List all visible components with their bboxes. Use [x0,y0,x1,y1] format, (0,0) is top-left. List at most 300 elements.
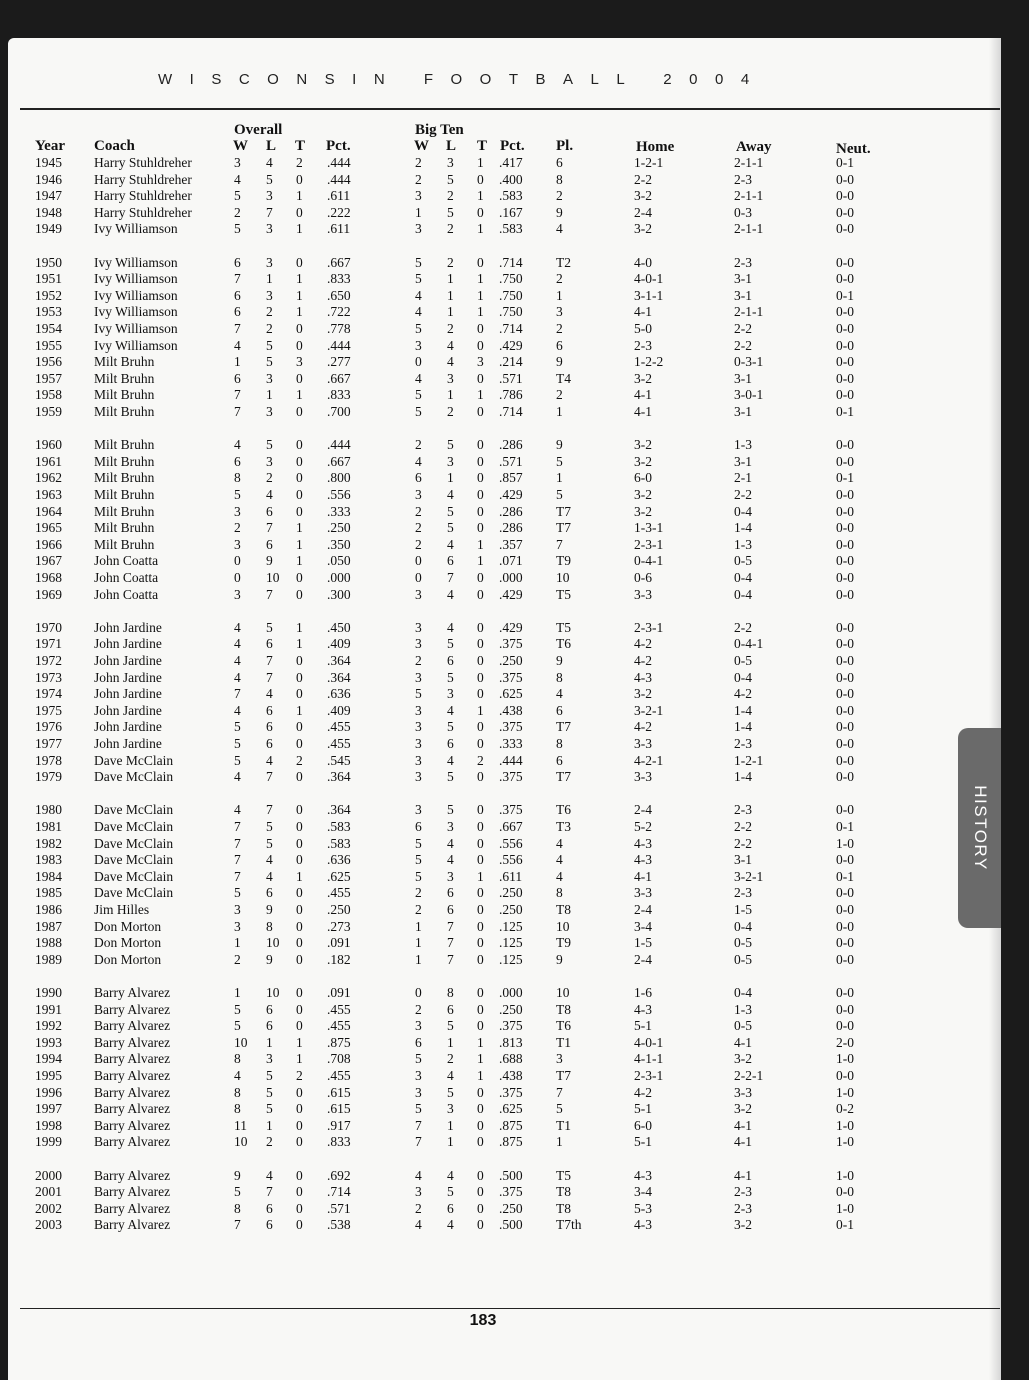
cell-overall-pct: .625 [327,868,351,884]
cell-overall-pct: .875 [327,1034,351,1050]
cell-bigten-l: 4 [447,536,454,552]
cell-bigten-pct: .571 [499,370,523,386]
cell-neutral: 0-0 [836,304,854,320]
cell-bigten-w: 7 [415,1134,422,1150]
col-header-overall-w: W [233,138,248,154]
cell-overall-w: 7 [234,868,241,884]
cell-bigten-l: 5 [447,1084,454,1100]
cell-bigten-l: 6 [447,902,454,917]
cell-bigten-t: 3 [477,354,484,370]
cell-bigten-w: 2 [415,1001,422,1017]
cell-place: 9 [556,653,563,668]
cell-overall-t: 0 [296,985,303,1000]
cell-overall-l: 3 [266,370,273,386]
cell-coach: John Jardine [94,719,162,735]
cell-overall-w: 2 [234,520,241,536]
cell-overall-t: 0 [296,254,303,270]
cell-home: 3-2 [634,686,652,702]
cell-bigten-l: 4 [447,852,454,868]
cell-coach: Barry Alvarez [94,1018,171,1034]
cell-overall-t: 0 [296,437,303,453]
cell-year: 1972 [35,653,62,668]
cell-place: 9 [556,951,563,967]
cell-home: 4-3 [634,1001,652,1017]
cell-coach: Milt Bruhn [94,370,155,386]
cell-bigten-l: 4 [447,586,454,602]
cell-neutral: 0-0 [836,736,854,751]
cell-year: 1989 [35,951,62,967]
cell-home: 2-4 [634,951,652,967]
cell-bigten-w: 3 [415,188,422,204]
cell-overall-t: 0 [296,337,303,353]
cell-away: 1-4 [734,769,752,785]
cell-overall-t: 1 [296,636,303,652]
cell-overall-l: 10 [266,985,280,1000]
cell-coach: Dave McClain [94,752,174,768]
cell-coach: Dave McClain [94,819,174,834]
cell-away: 2-3 [734,736,752,751]
cell-bigten-l: 3 [447,370,454,386]
cell-coach: Barry Alvarez [94,1200,171,1216]
cell-overall-l: 7 [266,653,273,668]
cell-bigten-l: 4 [447,1167,454,1183]
table-row [8,1101,1001,1117]
cell-bigten-l: 1 [447,470,454,486]
cell-overall-l: 5 [266,437,273,453]
cell-away: 0-5 [734,935,752,951]
cell-overall-w: 3 [234,536,241,552]
cell-overall-l: 5 [266,819,273,834]
cell-bigten-t: 0 [477,935,484,951]
cell-overall-w: 4 [234,437,241,453]
cell-overall-t: 0 [296,1167,303,1183]
cell-year: 1983 [35,852,62,868]
cell-neutral: 1-0 [836,1167,854,1183]
cell-overall-t: 0 [296,653,303,668]
cell-year: 1957 [35,370,62,386]
cell-neutral: 0-0 [836,802,854,818]
cell-year: 1996 [35,1084,62,1100]
cell-bigten-pct: .375 [499,769,523,785]
cell-overall-w: 6 [234,453,241,469]
table-row [8,1051,1001,1067]
cell-coach: Ivy Williamson [94,287,178,303]
cell-year: 1994 [35,1051,62,1067]
cell-neutral: 0-1 [836,819,854,834]
cell-home: 4-1-1 [634,1051,664,1067]
cell-coach: Barry Alvarez [94,1184,171,1200]
cell-overall-pct: .182 [327,951,351,967]
cell-home: 4-2-1 [634,752,664,768]
cell-coach: Dave McClain [94,868,174,884]
cell-overall-l: 6 [266,636,273,652]
cell-overall-pct: .455 [327,885,351,901]
cell-bigten-l: 6 [447,736,454,751]
cell-bigten-t: 0 [477,852,484,868]
cell-home: 5-3 [634,1200,652,1216]
cell-overall-w: 2 [234,204,241,220]
cell-bigten-l: 6 [447,885,454,901]
table-row [8,520,1001,536]
cell-overall-l: 9 [266,951,273,967]
cell-bigten-w: 5 [415,835,422,851]
cell-overall-l: 10 [266,570,280,585]
cell-home: 4-2 [634,636,652,652]
cell-neutral: 0-0 [836,188,854,204]
cell-bigten-pct: .556 [499,835,523,851]
cell-overall-pct: .615 [327,1101,351,1117]
cell-overall-w: 1 [234,354,241,370]
cell-overall-l: 7 [266,802,273,818]
cell-overall-w: 0 [234,553,241,569]
cell-bigten-w: 1 [415,935,422,951]
cell-year: 1964 [35,503,62,519]
cell-home: 1-2-2 [634,354,664,370]
cell-year: 1995 [35,1068,62,1083]
cell-bigten-pct: .429 [499,586,523,602]
cell-away: 2-3 [734,1200,752,1216]
cell-overall-w: 7 [234,404,241,419]
cell-coach: Harry Stuhldreher [94,188,192,204]
cell-coach: Barry Alvarez [94,1117,171,1133]
cell-overall-w: 5 [234,221,241,237]
cell-overall-l: 5 [266,171,273,187]
cell-neutral: 0-0 [836,719,854,735]
cell-bigten-l: 4 [447,835,454,851]
cell-overall-t: 0 [296,404,303,419]
cell-coach: John Coatta [94,586,159,602]
cell-overall-t: 0 [296,453,303,469]
cell-overall-pct: .300 [327,586,351,602]
cell-bigten-t: 1 [477,221,484,237]
table-row [8,371,1001,387]
cell-year: 1979 [35,769,62,785]
cell-home: 3-3 [634,769,652,785]
cell-overall-pct: .333 [327,503,351,519]
table-row [8,985,1001,1001]
cell-bigten-pct: .438 [499,702,523,718]
cell-bigten-pct: .375 [499,1084,523,1100]
cell-away: 0-4 [734,918,752,934]
cell-neutral: 0-0 [836,1184,854,1200]
cell-bigten-pct: .375 [499,669,523,685]
cell-place: T7 [556,769,571,785]
cell-bigten-t: 0 [477,204,484,220]
cell-bigten-pct: .786 [499,387,523,403]
cell-home: 3-4 [634,1184,652,1200]
cell-away: 0-4 [734,586,752,602]
cell-overall-w: 4 [234,337,241,353]
cell-overall-t: 1 [296,188,303,204]
cell-home: 4-0-1 [634,1034,664,1050]
cell-overall-pct: .556 [327,487,351,502]
cell-overall-w: 8 [234,1051,241,1067]
cell-bigten-pct: .429 [499,619,523,635]
cell-coach: Barry Alvarez [94,985,171,1000]
cell-bigten-l: 4 [447,337,454,353]
cell-overall-t: 1 [296,702,303,718]
cell-overall-pct: .273 [327,918,351,934]
cell-place: T7 [556,520,571,536]
cell-bigten-t: 1 [477,387,484,403]
cell-bigten-pct: .875 [499,1117,523,1133]
cell-year: 1977 [35,736,62,751]
cell-bigten-pct: .750 [499,271,523,287]
col-header-year: Year [35,138,65,154]
cell-year: 1958 [35,387,62,403]
cell-overall-w: 8 [234,470,241,486]
cell-coach: Ivy Williamson [94,337,178,353]
cell-bigten-t: 1 [477,287,484,303]
cell-bigten-t: 0 [477,453,484,469]
cell-place: 3 [556,1051,563,1067]
cell-away: 3-1 [734,404,752,419]
cell-overall-w: 4 [234,669,241,685]
cell-bigten-pct: .583 [499,188,523,204]
cell-place: T7th [556,1217,582,1233]
cell-overall-w: 2 [234,951,241,967]
cell-neutral: 0-0 [836,337,854,353]
cell-overall-w: 0 [234,570,241,585]
cell-bigten-t: 1 [477,536,484,552]
cell-bigten-t: 0 [477,586,484,602]
cell-year: 1990 [35,985,62,1000]
cell-coach: Milt Bruhn [94,536,155,552]
cell-bigten-l: 3 [447,453,454,469]
cell-overall-pct: .611 [327,188,351,204]
cell-year: 1967 [35,553,62,569]
cell-home: 0-6 [634,570,652,585]
cell-overall-w: 7 [234,387,241,403]
cell-bigten-pct: .875 [499,1134,523,1150]
cell-year: 2001 [35,1184,62,1200]
cell-home: 2-2 [634,171,652,187]
cell-bigten-w: 3 [415,337,422,353]
cell-home: 5-1 [634,1101,652,1117]
cell-away: 3-0-1 [734,387,764,403]
cell-neutral: 0-0 [836,769,854,785]
cell-away: 2-1-1 [734,304,764,320]
cell-year: 1992 [35,1018,62,1034]
cell-place: T9 [556,553,571,569]
history-section-tab[interactable] [958,728,1001,928]
cell-home: 3-2-1 [634,702,664,718]
cell-neutral: 0-0 [836,387,854,403]
cell-year: 1998 [35,1117,62,1133]
cell-place: T7 [556,503,571,519]
cell-coach: Barry Alvarez [94,1167,171,1183]
cell-coach: Barry Alvarez [94,1101,171,1117]
table-row [8,587,1001,603]
cell-place: T5 [556,586,571,602]
cell-bigten-pct: .500 [499,1217,523,1233]
cell-overall-w: 7 [234,271,241,287]
cell-home: 4-3 [634,669,652,685]
cell-overall-l: 8 [266,918,273,934]
table-row [8,155,1001,171]
table-row [8,387,1001,403]
table-row [8,504,1001,520]
cell-bigten-pct: .071 [499,553,523,569]
cell-bigten-pct: .625 [499,686,523,702]
cell-bigten-l: 3 [447,155,454,170]
table-row [8,952,1001,968]
table-row [8,487,1001,503]
cell-overall-pct: .667 [327,453,351,469]
cell-bigten-l: 1 [447,271,454,287]
cell-place: 10 [556,985,570,1000]
cell-year: 1966 [35,536,62,552]
cell-overall-t: 0 [296,802,303,818]
cell-bigten-w: 6 [415,1034,422,1050]
cell-away: 4-1 [734,1134,752,1150]
cell-overall-l: 6 [266,885,273,901]
cell-bigten-l: 4 [447,354,454,370]
cell-overall-w: 5 [234,752,241,768]
table-row [8,288,1001,304]
cell-overall-l: 6 [266,1018,273,1034]
cell-year: 1976 [35,719,62,735]
cell-place: 9 [556,204,563,220]
cell-neutral: 0-0 [836,918,854,934]
cell-place: 10 [556,918,570,934]
cell-away: 2-2 [734,835,752,851]
table-row [8,686,1001,702]
cell-bigten-t: 0 [477,1134,484,1150]
cell-place: T8 [556,1001,571,1017]
cell-place: 6 [556,752,563,768]
cell-home: 4-0-1 [634,271,664,287]
cell-overall-t: 1 [296,221,303,237]
cell-home: 2-3-1 [634,536,664,552]
cell-year: 1993 [35,1034,62,1050]
cell-year: 1978 [35,752,62,768]
table-row [8,255,1001,271]
table-row [8,769,1001,785]
cell-overall-pct: .538 [327,1217,351,1233]
cell-bigten-t: 1 [477,702,484,718]
cell-bigten-t: 0 [477,370,484,386]
cell-overall-w: 9 [234,1167,241,1183]
cell-overall-l: 5 [266,1101,273,1117]
cell-bigten-t: 0 [477,1167,484,1183]
cell-bigten-l: 2 [447,404,454,419]
cell-overall-t: 0 [296,885,303,901]
cell-neutral: 0-0 [836,752,854,768]
cell-coach: Milt Bruhn [94,387,155,403]
header-rule [20,108,1000,110]
cell-bigten-w: 3 [415,719,422,735]
cell-home: 5-1 [634,1018,652,1034]
cell-place: 7 [556,1084,563,1100]
cell-bigten-l: 5 [447,437,454,453]
cell-neutral: 0-0 [836,221,854,237]
cell-bigten-t: 0 [477,835,484,851]
cell-overall-pct: .636 [327,686,351,702]
cell-overall-t: 0 [296,370,303,386]
cell-coach: Barry Alvarez [94,1084,171,1100]
table-row [8,1184,1001,1200]
table-row [8,719,1001,735]
cell-place: T6 [556,636,571,652]
cell-home: 3-1-1 [634,287,664,303]
cell-overall-pct: .917 [327,1117,351,1133]
cell-overall-t: 0 [296,736,303,751]
cell-neutral: 0-0 [836,586,854,602]
cell-overall-l: 10 [266,935,280,951]
cell-overall-pct: .455 [327,736,351,751]
cell-overall-w: 7 [234,686,241,702]
cell-bigten-l: 3 [447,868,454,884]
cell-bigten-pct: .444 [499,752,523,768]
cell-bigten-t: 0 [477,570,484,585]
cell-coach: John Jardine [94,736,162,751]
cell-away: 1-4 [734,520,752,536]
cell-year: 1987 [35,918,62,934]
cell-place: 8 [556,669,563,685]
cell-bigten-w: 2 [415,503,422,519]
cell-coach: John Jardine [94,636,162,652]
cell-home: 3-2 [634,370,652,386]
table-row [8,537,1001,553]
cell-overall-pct: .444 [327,155,351,170]
cell-overall-w: 10 [234,1034,248,1050]
cell-year: 1984 [35,868,62,884]
cell-home: 4-3 [634,835,652,851]
cell-year: 1956 [35,354,62,370]
cell-coach: Harry Stuhldreher [94,155,192,170]
cell-bigten-t: 0 [477,1001,484,1017]
cell-bigten-w: 3 [415,769,422,785]
cell-bigten-l: 2 [447,254,454,270]
cell-bigten-w: 3 [415,669,422,685]
cell-overall-t: 1 [296,1051,303,1067]
table-row [8,753,1001,769]
cell-bigten-w: 3 [415,752,422,768]
cell-overall-t: 1 [296,619,303,635]
footer-rule [20,1308,1000,1309]
cell-year: 1969 [35,586,62,602]
cell-home: 1-3-1 [634,520,664,536]
cell-neutral: 0-0 [836,985,854,1000]
cell-overall-w: 4 [234,702,241,718]
cell-bigten-l: 5 [447,636,454,652]
cell-neutral: 0-1 [836,404,854,419]
cell-bigten-w: 2 [415,155,422,170]
cell-away: 2-2 [734,487,752,502]
cell-place: 5 [556,487,563,502]
cell-bigten-w: 3 [415,702,422,718]
cell-year: 1948 [35,204,62,220]
cell-neutral: 0-1 [836,470,854,486]
cell-bigten-w: 3 [415,487,422,502]
cell-overall-t: 1 [296,304,303,320]
cell-coach: Milt Bruhn [94,520,155,536]
cell-overall-t: 0 [296,669,303,685]
cell-bigten-t: 0 [477,653,484,668]
cell-overall-l: 4 [266,1167,273,1183]
cell-bigten-w: 3 [415,1084,422,1100]
cell-overall-w: 5 [234,487,241,502]
cell-bigten-w: 2 [415,902,422,917]
cell-bigten-t: 0 [477,254,484,270]
cell-overall-w: 5 [234,1018,241,1034]
cell-bigten-w: 3 [415,736,422,751]
cell-neutral: 0-0 [836,636,854,652]
page-number: 183 [469,1312,497,1329]
cell-overall-l: 3 [266,221,273,237]
cell-coach: John Coatta [94,553,159,569]
